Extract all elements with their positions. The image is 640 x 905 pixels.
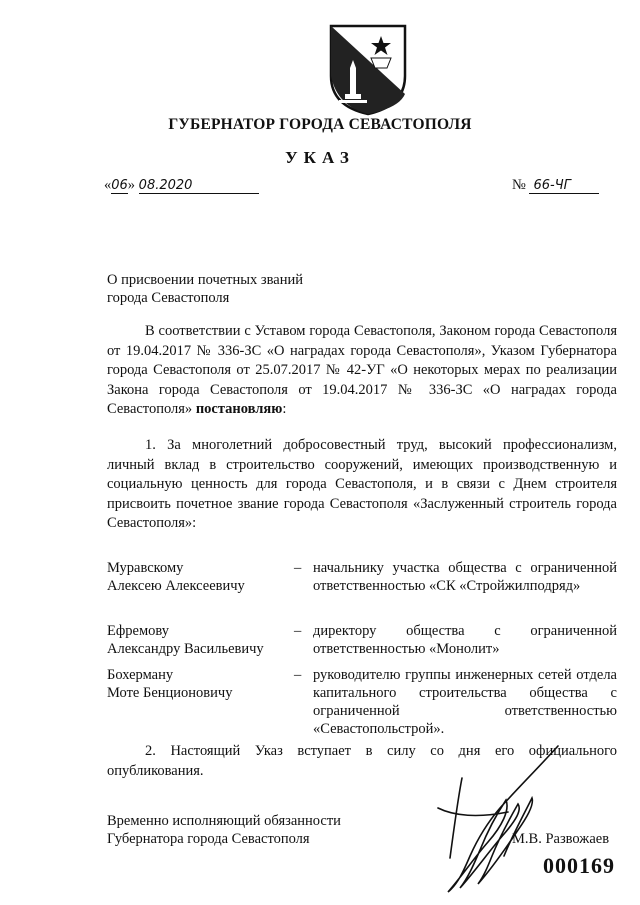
decree-word: постановляю	[195, 401, 283, 417]
date-open-quote: «	[104, 177, 112, 193]
awardee-name	[107, 622, 292, 658]
signatory-title	[107, 812, 341, 848]
awardee-row	[107, 666, 617, 740]
awardee-position: директору общества с ограниченной ответственностью «Монолит»	[313, 623, 617, 657]
preamble-end: :	[282, 401, 287, 417]
awardee-surname: Муравскому	[107, 560, 184, 576]
number-sign: №	[512, 177, 526, 193]
awardee-surname: Ефремову	[107, 623, 169, 639]
signatory-title-line: Временно исполняющий обязанности	[107, 813, 341, 829]
awardee-dash: –	[294, 667, 302, 683]
document-number	[512, 177, 599, 194]
awardee-position: начальнику участка общества с ограниченной ответственностью «СК «Стройжилподряд»	[313, 560, 617, 594]
document-date	[104, 177, 259, 194]
awardee-name	[107, 666, 292, 702]
item-1-text: 1. За многолетний добросовестный труд, высокий профессионализм, личный вклад в строительство сооружений, имеющих производственную и социальную ценность для города Севастополя, и в связи с Днем строителя присвоить почетное звание города Севастополя «Заслуженный строитель города Севастополя»:	[107, 437, 617, 531]
awardee-given-names: Александру Васильевичу	[107, 641, 264, 657]
awardee-row	[107, 622, 617, 662]
date-day: 06	[111, 178, 128, 193]
awardee-surname: Бохерману	[107, 667, 174, 683]
number-value: 66-ЧГ	[529, 179, 599, 194]
date-close-quote: »	[127, 177, 136, 193]
item-2-text: 2. Настоящий Указ вступает в силу со дня его официального опубликования.	[107, 743, 617, 779]
awardee-given-names: Моте Бенционовичу	[107, 685, 233, 701]
awardee-name	[107, 559, 292, 595]
subject-heading	[107, 271, 303, 307]
awardee-given-names: Алексею Алексеевичу	[107, 578, 245, 594]
signatory-title-line: Губернатора города Севастополя	[107, 831, 310, 847]
awardee-position: руководителю группы инженерных сетей отдела капитального строительства общества с ограниченной ответственностью «Севастопольстрой».	[313, 667, 617, 737]
awardee-row	[107, 559, 617, 617]
awardee-dash: –	[294, 560, 302, 576]
subject-line: О присвоении почетных званий	[107, 272, 303, 288]
awardee-dash: –	[294, 623, 302, 639]
serial-number: 000169	[543, 853, 615, 878]
subject-line: города Севастополя	[107, 290, 230, 306]
date-month-year: 08.2020	[139, 179, 259, 194]
preamble-text: В соответствии с Уставом города Севастополя, Законом города Севастополя от 19.04.2017 № 336-ЗС «О наградах города Севастополя», Указом Губернатора города Севастополя от 25.07.2017 № 42-УГ «О некоторых мерах по реализации Закона города Севастополя от 19.04.2017 № 336-ЗС «О наградах города Севастополя»	[107, 323, 617, 417]
signatory-name: М.В. Развожаев	[512, 831, 610, 847]
document-type: УКАЗ	[285, 148, 355, 167]
organization-title: ГУБЕРНАТОР ГОРОДА СЕВАСТОПОЛЯ	[168, 116, 472, 133]
item-1-paragraph	[107, 436, 617, 534]
coat-of-arms-icon	[329, 24, 407, 116]
preamble-paragraph	[107, 322, 617, 420]
